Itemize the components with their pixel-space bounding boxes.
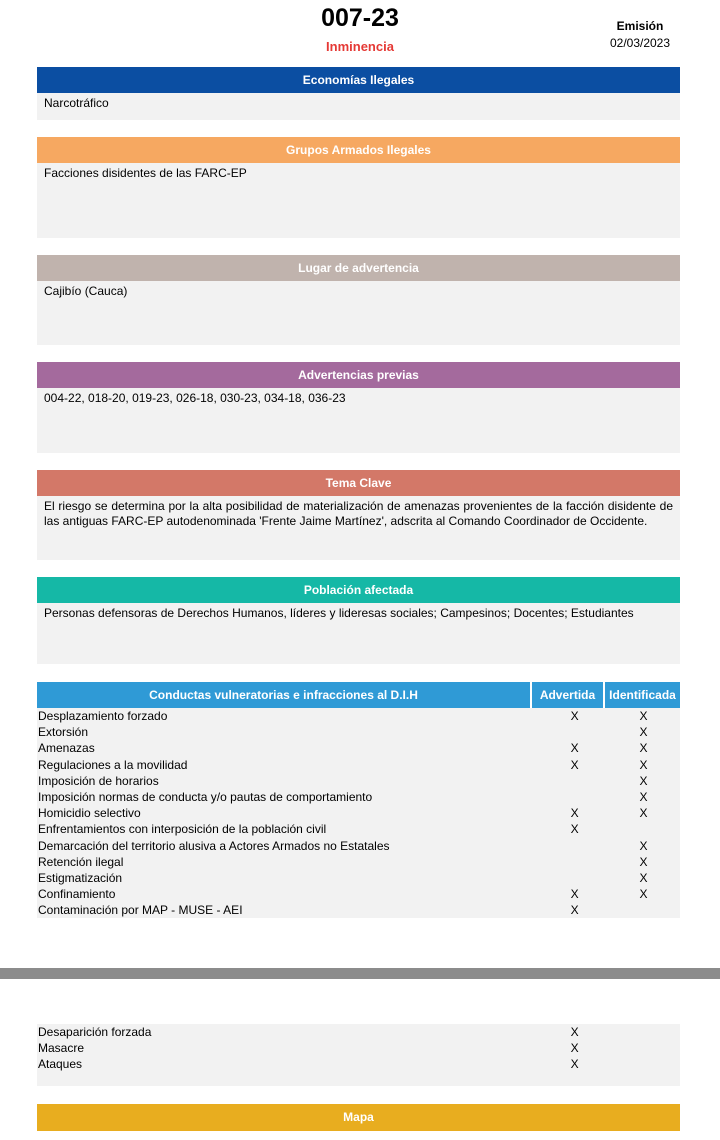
advertida-mark: X — [570, 709, 579, 723]
conducta-name: Retención ilegal — [38, 854, 124, 869]
advertida-mark: X — [570, 806, 579, 821]
table-row — [37, 1056, 680, 1072]
conducta-name: Confinamiento — [38, 887, 116, 902]
identificada-mark — [603, 1040, 680, 1056]
identificada-header-label: Identificada — [605, 682, 680, 708]
economias-body: Narcotráfico — [37, 93, 680, 120]
alert-status: Inminencia — [326, 39, 394, 54]
conductas-table-header — [37, 682, 680, 708]
advertida-mark: X — [570, 1057, 579, 1072]
conducta-name: Contaminación por MAP - MUSE - AEI — [38, 903, 243, 918]
conducta-name: Desaparición forzada — [38, 1025, 152, 1039]
advertida-mark: X — [570, 741, 579, 756]
advertida-mark: X — [570, 822, 579, 837]
identificada-mark: X — [639, 854, 648, 869]
identificada-mark: X — [639, 741, 648, 756]
advertida-mark — [530, 773, 603, 789]
grupos-body: Facciones disidentes de las FARC-EP — [37, 163, 680, 238]
poblacion-body: Personas defensoras de Derechos Humanos, líderes y lideresas sociales; Campesinos; Docentes; Estudiantes — [37, 603, 680, 664]
identificada-mark: X — [639, 773, 648, 788]
advertida-mark: X — [570, 1025, 579, 1039]
lugar-header: Lugar de advertencia — [37, 255, 680, 281]
emission-date: 02/03/2023 — [609, 36, 671, 50]
table-row — [37, 902, 680, 918]
table-row — [37, 789, 680, 805]
conducta-name: Ataques — [38, 1057, 83, 1072]
conducta-name: Imposición de horarios — [38, 773, 159, 788]
conducta-name: Amenazas — [38, 741, 95, 756]
advertida-mark — [530, 724, 603, 740]
advertida-mark — [530, 838, 603, 854]
identificada-mark: X — [639, 870, 648, 885]
conducta-name: Regulaciones a la movilidad — [38, 757, 188, 772]
conducta-name: Demarcación del territorio alusiva a Actores Armados no Estatales — [38, 838, 390, 853]
table-row — [37, 870, 680, 886]
advertida-header-label: Advertida — [532, 682, 603, 708]
tema-body: El riesgo se determina por la alta posibilidad de materialización de amenazas provenientes de la facción disidente de las antiguas FARC-EP autodenominada 'Frente Jaime Martínez', adscrita al Comando Coordinador de Occidente. — [37, 496, 680, 560]
identificada-mark: X — [639, 757, 648, 772]
identificada-mark — [603, 821, 680, 837]
advertida-mark — [530, 789, 603, 805]
conductas-header-label: Conductas vulneratorias e infracciones al D.I.H — [37, 682, 530, 708]
conducta-name: Masacre — [38, 1041, 85, 1056]
table-row — [37, 740, 680, 756]
conductas-table-body-continued — [37, 1024, 680, 1086]
lugar-body: Cajibío (Cauca) — [37, 281, 680, 345]
table-row — [37, 805, 680, 821]
conducta-name: Imposición normas de conducta y/o pautas de comportamiento — [38, 789, 373, 804]
identificada-mark: X — [639, 887, 648, 902]
advertida-mark: X — [570, 903, 579, 918]
table-row — [37, 708, 680, 724]
conducta-name: Desplazamiento forzado — [38, 709, 168, 723]
alert-code: 007-23 — [321, 4, 399, 32]
table-row — [37, 724, 680, 740]
table-row — [37, 1040, 680, 1056]
emission-label: Emisión — [616, 19, 664, 33]
conducta-name: Extorsión — [38, 725, 89, 740]
identificada-mark: X — [639, 806, 648, 821]
table-row — [37, 1024, 680, 1040]
economias-header: Economías Ilegales — [37, 67, 680, 93]
identificada-mark — [603, 1056, 680, 1072]
table-row — [37, 838, 680, 854]
identificada-mark — [603, 1024, 680, 1040]
table-row — [37, 854, 680, 870]
tema-header: Tema Clave — [37, 470, 680, 496]
conducta-name: Homicidio selectivo — [38, 806, 141, 821]
poblacion-header: Población afectada — [37, 577, 680, 603]
advertida-mark: X — [570, 887, 579, 902]
mapa-header: Mapa — [37, 1104, 680, 1131]
identificada-mark: X — [639, 709, 648, 723]
identificada-mark: X — [639, 838, 648, 853]
advertida-mark: X — [570, 1041, 579, 1056]
table-row — [37, 773, 680, 789]
advertida-mark — [530, 854, 603, 870]
table-row — [37, 821, 680, 837]
identificada-mark — [603, 902, 680, 918]
table-row — [37, 886, 680, 902]
identificada-mark: X — [639, 789, 648, 804]
advertencias-body: 004-22, 018-20, 019-23, 026-18, 030-23, 034-18, 036-23 — [37, 388, 680, 453]
conducta-name: Enfrentamientos con interposición de la población civil — [38, 822, 327, 837]
grupos-header: Grupos Armados Ilegales — [37, 137, 680, 163]
conductas-table-body — [37, 708, 680, 918]
advertencias-header: Advertencias previas — [37, 362, 680, 388]
table-row — [37, 757, 680, 773]
advertida-mark — [530, 870, 603, 886]
identificada-mark: X — [639, 725, 648, 740]
advertida-mark: X — [570, 757, 579, 772]
page-divider — [0, 968, 720, 979]
conducta-name: Estigmatización — [38, 870, 123, 885]
